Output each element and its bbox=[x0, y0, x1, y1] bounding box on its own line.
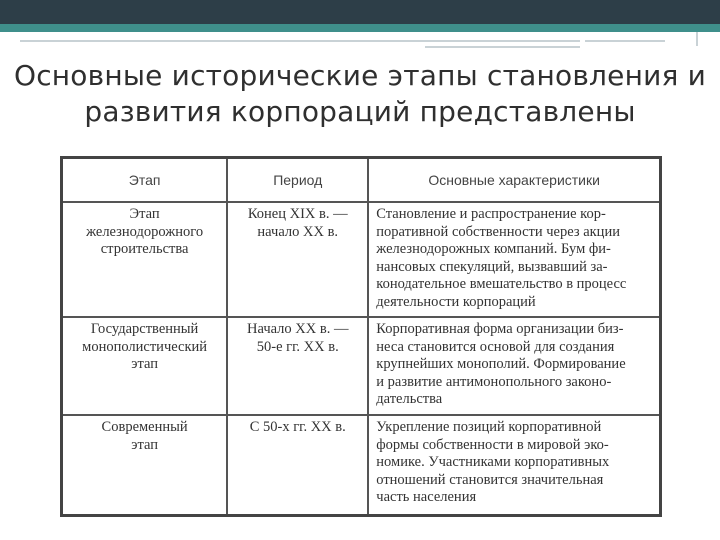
period-cell bbox=[227, 317, 368, 415]
column-header: Период bbox=[227, 158, 368, 203]
characteristics-line: дательства bbox=[376, 391, 443, 407]
period-cell bbox=[227, 202, 368, 317]
stages-table bbox=[60, 156, 662, 517]
decor-square bbox=[696, 32, 720, 46]
characteristics-line: неса становится основой для создания bbox=[376, 338, 615, 355]
characteristics-line: деятельности корпораций bbox=[376, 293, 536, 310]
characteristics-line: крупнейших монополий. Формирование bbox=[376, 356, 626, 372]
stage-cell bbox=[62, 317, 228, 415]
stage-line: этап bbox=[131, 356, 158, 372]
decor-line bbox=[20, 40, 580, 42]
top-accent-bar bbox=[0, 24, 720, 32]
period-line: начало XX в. bbox=[257, 223, 339, 240]
slide-title-line: развития корпораций представлены bbox=[84, 95, 636, 128]
slide-title-line: Основные исторические этапы становления и bbox=[13, 59, 707, 92]
characteristics-line: формы собственности в мировой эко- bbox=[376, 436, 609, 453]
stage-line: Этап bbox=[129, 206, 160, 222]
period-cell bbox=[227, 415, 368, 515]
characteristics-line: Становление и распространение кор- bbox=[376, 206, 606, 222]
characteristics-line: конодательное вмешательство в процесс bbox=[376, 276, 627, 292]
characteristics-cell bbox=[368, 415, 660, 515]
characteristics-line: и развитие антимонопольного законо- bbox=[376, 373, 612, 390]
column-header: Этап bbox=[62, 158, 228, 203]
stages-table-container bbox=[60, 156, 662, 516]
characteristics-cell bbox=[368, 202, 660, 317]
characteristics-line: поративной собственности через акции bbox=[376, 223, 620, 240]
stage-line: железнодорожного bbox=[86, 223, 204, 240]
characteristics-line: отношений становится значительная bbox=[376, 471, 604, 488]
decor-line bbox=[585, 40, 665, 42]
characteristics-line: часть населения bbox=[376, 489, 477, 505]
stage-cell bbox=[62, 415, 228, 515]
column-header: Основные характеристики bbox=[368, 158, 660, 203]
stage-line: Государственный bbox=[90, 321, 199, 337]
stage-line: монополистический bbox=[82, 338, 208, 355]
period-line: С 50-х гг. XX в. bbox=[249, 419, 346, 435]
stage-line: этап bbox=[131, 436, 158, 453]
characteristics-line: нансовых спекуляций, вызвавший за- bbox=[376, 258, 608, 275]
stage-line: Современный bbox=[101, 419, 188, 435]
table-row bbox=[62, 415, 661, 515]
table-row bbox=[62, 202, 661, 317]
stage-cell bbox=[62, 202, 228, 317]
characteristics-cell bbox=[368, 317, 660, 415]
period-line: 50-е гг. XX в. bbox=[256, 338, 339, 355]
stage-line: строительства bbox=[100, 241, 189, 257]
period-line: Конец XIX в. — bbox=[247, 206, 348, 222]
characteristics-line: железнодорожных компаний. Бум фи- bbox=[376, 241, 611, 257]
decor-line bbox=[425, 46, 580, 48]
characteristics-line: Корпоративная форма организации биз- bbox=[376, 321, 624, 337]
table-row bbox=[62, 317, 661, 415]
period-line: Начало XX в. — bbox=[247, 321, 349, 337]
characteristics-line: номике. Участниками корпоративных bbox=[376, 454, 610, 470]
characteristics-line: Укрепление позиций корпоративной bbox=[376, 419, 602, 435]
table-header-row bbox=[62, 158, 661, 203]
top-decor-bar bbox=[0, 0, 720, 24]
slide-title bbox=[10, 58, 710, 130]
